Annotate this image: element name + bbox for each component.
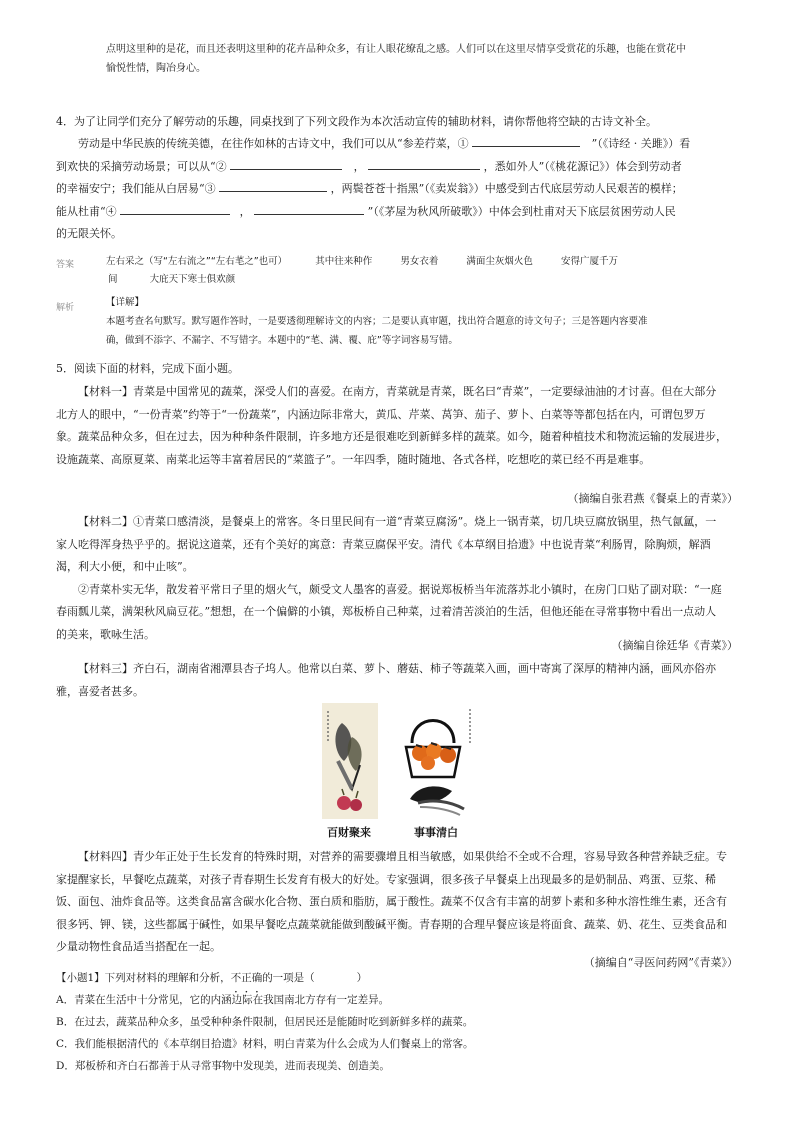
material-3	[56, 658, 740, 703]
passage-text: ”（《茅屋为秋风所破歌》）中体会到杜甫对天下底层贫困劳动人民	[367, 204, 676, 218]
material-text: 北方人的眼中，“一份青菜”约等于“一份蔬菜”，内涵边际非常大，黄瓜、芹菜、莴笋、茄子、萝卜、白菜等等都包括在内，可谓包罗万	[56, 407, 706, 421]
answer-item: 大庇天下寒士俱欢颜	[149, 274, 236, 285]
material-text: 【材料一】青菜是中国常见的蔬菜，深受人们的喜爱。在南方，青菜就是青菜，既名曰“青菜”，一定要绿油油的才讨喜。但在大部分	[78, 385, 717, 398]
answer-tag: 答案	[56, 260, 75, 270]
option-a[interactable]: A．青菜在生活中十分常见，它的内涵边际在我国南北方存有一定差异。	[56, 994, 390, 1006]
answer-item: 左右采之（写“左右流之”“左右芼之”也可）	[106, 256, 288, 267]
passage-text: ，两鬓苍苍十指黑”（《卖炭翁》）中感受到古代底层劳动人民艰苦的模样；	[330, 182, 683, 195]
material-4	[56, 846, 740, 959]
material-text: 家人吃得浑身热乎乎的。据说这道菜，还有个美好的寓意：青菜豆腐保平安。清代《本草纲目拾遗》中也说青菜“利肠胃，除胸烦，解酒	[56, 537, 711, 551]
material-text: 【材料二】①青菜口感清淡，是餐桌上的常客。冬日里民间有一道“青菜豆腐汤”。烧上一锅青菜，切几块豆腐放锅里，热气氤氲，一	[78, 515, 717, 528]
answer-list	[106, 252, 618, 272]
fill-blank-2b[interactable]	[368, 159, 480, 170]
passage-text: 能从杜甫“④	[56, 204, 117, 218]
explanation	[106, 293, 648, 350]
painting-caption-left: 百财聚来	[327, 826, 371, 839]
painting-cabbage-radish	[322, 703, 378, 819]
source-citation: （摘编自徐廷华《青菜》）	[611, 639, 738, 652]
material-2	[56, 511, 740, 646]
answer-item: 满面尘灰烟火色	[466, 256, 533, 267]
passage-text: ，	[353, 159, 365, 173]
material-text: 渴，利大小便，和中止咳”。	[56, 560, 194, 573]
fill-blank-3[interactable]	[219, 181, 327, 192]
material-text: 【材料四】青少年正处于生长发育的特殊时期，对营养的需要骤增且相当敏感，如果供给不全或不合理，容易导致各种营养缺乏症。专	[78, 850, 727, 863]
source-citation: （摘编自张君燕《餐桌上的青菜》）	[567, 492, 738, 505]
subquestion-1-stem	[56, 967, 367, 989]
option-b[interactable]: B．在过去，蔬菜品种众多，虽受种种条件限制，但居民还是能随时吃到新鲜多样的蔬菜。	[56, 1016, 474, 1028]
source-citation: （摘编自“寻医问药网”《青菜》）	[583, 956, 738, 969]
question-4-title: 4．为了让同学们充分了解劳动的乐趣，同桌找到了下列文段作为本次活动宣传的辅助材料，请你帮他将空缺的古诗文补全。	[56, 115, 657, 128]
material-text: 很多钙、钾、镁，这些都属于碱性，如果早餐吃点蔬菜就能做到酸碱平衡。青春期的合理早餐应该是将面食、蔬菜、奶、花生、豆类食品和	[56, 917, 727, 931]
material-1	[56, 381, 740, 471]
emphasis-dots	[231, 972, 263, 984]
intro-line: 愉悦性情，陶冶身心。	[106, 63, 206, 74]
fill-blank-4b[interactable]	[254, 204, 364, 215]
passage-text: 到欢快的采摘劳动场景；可以从“②	[56, 159, 227, 173]
material-text: 的美来，歌咏生活。	[56, 627, 155, 641]
explain-title: 【详解】	[106, 297, 145, 308]
material-text: 家提醒家长，早餐吃点蔬菜，对孩子青春期生长发育有极大的好处。专家强调，很多孩子早餐桌上出现最多的是奶制品、鸡蛋、豆浆、稀	[56, 872, 716, 886]
explain-line: 确，做到不添字、不漏字、不写错字。本题中的“芼、满、覆、庇”等字词容易写错。	[106, 335, 458, 346]
passage-text: 的幸福安宁；我们能从白居易“③	[56, 182, 216, 195]
answer-list-cont	[108, 270, 235, 290]
stem-text: 的一项是（ ）	[262, 972, 368, 984]
passage-text: 劳动是中华民族的传统美德，在往作如林的古诗文中，我们可以从“参差荇菜，①	[78, 137, 469, 150]
material-text: ②青菜朴实无华，散发着平常日子里的烟火气，颇受文人墨客的喜爱。据说郑板桥当年流落苏北小镇时，在房门口贴了副对联：“一庭	[78, 582, 722, 596]
answer-item: 男女衣着	[400, 256, 439, 267]
painting-persimmons-cabbage	[398, 703, 482, 819]
passage-text: 的无限关怀。	[56, 227, 122, 240]
material-text: 象。蔬菜品种众多，但在过去，因为种种条件限制，许多地方还是很难吃到新鲜多样的蔬菜。如今，随着种植技术和物流运输的发展进步，	[56, 430, 727, 443]
fill-blank-2a[interactable]	[230, 159, 342, 170]
passage-text: ，悉如外人”（《桃花源记》）体会到劳动者	[483, 159, 682, 173]
emphasized-char: 不	[230, 972, 242, 984]
explain-tag: 解析	[56, 303, 75, 313]
material-text: 少量动物性食品适当搭配在一起。	[56, 940, 221, 953]
material-text: 春雨瓢儿菜，满架秋风扁豆花。”想想，在一个偏僻的小镇，郑板桥自己种菜，过着清苦淡泊的生活，但他还能在寻常事物中看出一点动人	[56, 605, 717, 618]
painting-caption-right: 事事清白	[414, 826, 458, 839]
explain-line: 本题考查名句默写。默写题作答时，一是要透彻理解诗文的内容；二是要认真审题，找出符合题意的诗文句子；三是答题内容要准	[106, 316, 648, 327]
intro-line: 点明这里种的是花，而且还表明这里种的花卉品种众多，有让人眼花缭乱之感。人们可以在这里尽情享受赏花的乐趣，也能在赏花中	[106, 44, 686, 55]
passage-text: ，	[239, 204, 251, 218]
answer-item: 其中往来种作	[315, 256, 373, 267]
fill-blank-1[interactable]	[472, 136, 580, 147]
passage-text: ”（《诗经 · 关雎》）看	[591, 137, 691, 150]
answer-item: 间	[108, 274, 118, 285]
option-c[interactable]: C．我们能根据清代的《本草纲目拾遗》材料，明白青菜为什么会成为人们餐桌上的常客。	[56, 1038, 474, 1050]
material-text: 饭、面包、油炸食品等。这类食品富含碳水化合物、蛋白质和脂肪，属于酸性。蔬菜不仅含有丰富的胡萝卜素和多种水溶性维生素，还含有	[56, 895, 727, 908]
emphasized-char: 正	[241, 972, 252, 984]
answer-item: 安得广厦千万	[560, 256, 618, 267]
option-d[interactable]: D．郑板桥和齐白石都善于从寻常事物中发现美，进而表现美、创造美。	[56, 1060, 390, 1072]
stem-text: 【小题1】下列对材料的理解和分析，	[56, 972, 231, 984]
material-text: 设施蔬菜、高原夏菜、南菜北运等丰富着居民的“菜篮子”。一年四季，随时随地、各式各样，吃想吃的菜已经不再是难事。	[56, 452, 651, 466]
fill-blank-4a[interactable]	[120, 204, 230, 215]
question-4-passage	[56, 133, 740, 246]
emphasized-char: 确	[251, 972, 263, 984]
material-text: 雅，喜爱者甚多。	[56, 684, 144, 698]
question-5-title: 5．阅读下面的材料，完成下面小题。	[56, 362, 239, 375]
intro-paragraph	[106, 40, 746, 78]
material-text: 【材料三】齐白石，湖南省湘潭县杏子坞人。他常以白菜、萝卜、蘑菇、柿子等蔬菜入画，画中寄寓了深厚的精神内涵，画风亦俗亦	[78, 662, 716, 675]
